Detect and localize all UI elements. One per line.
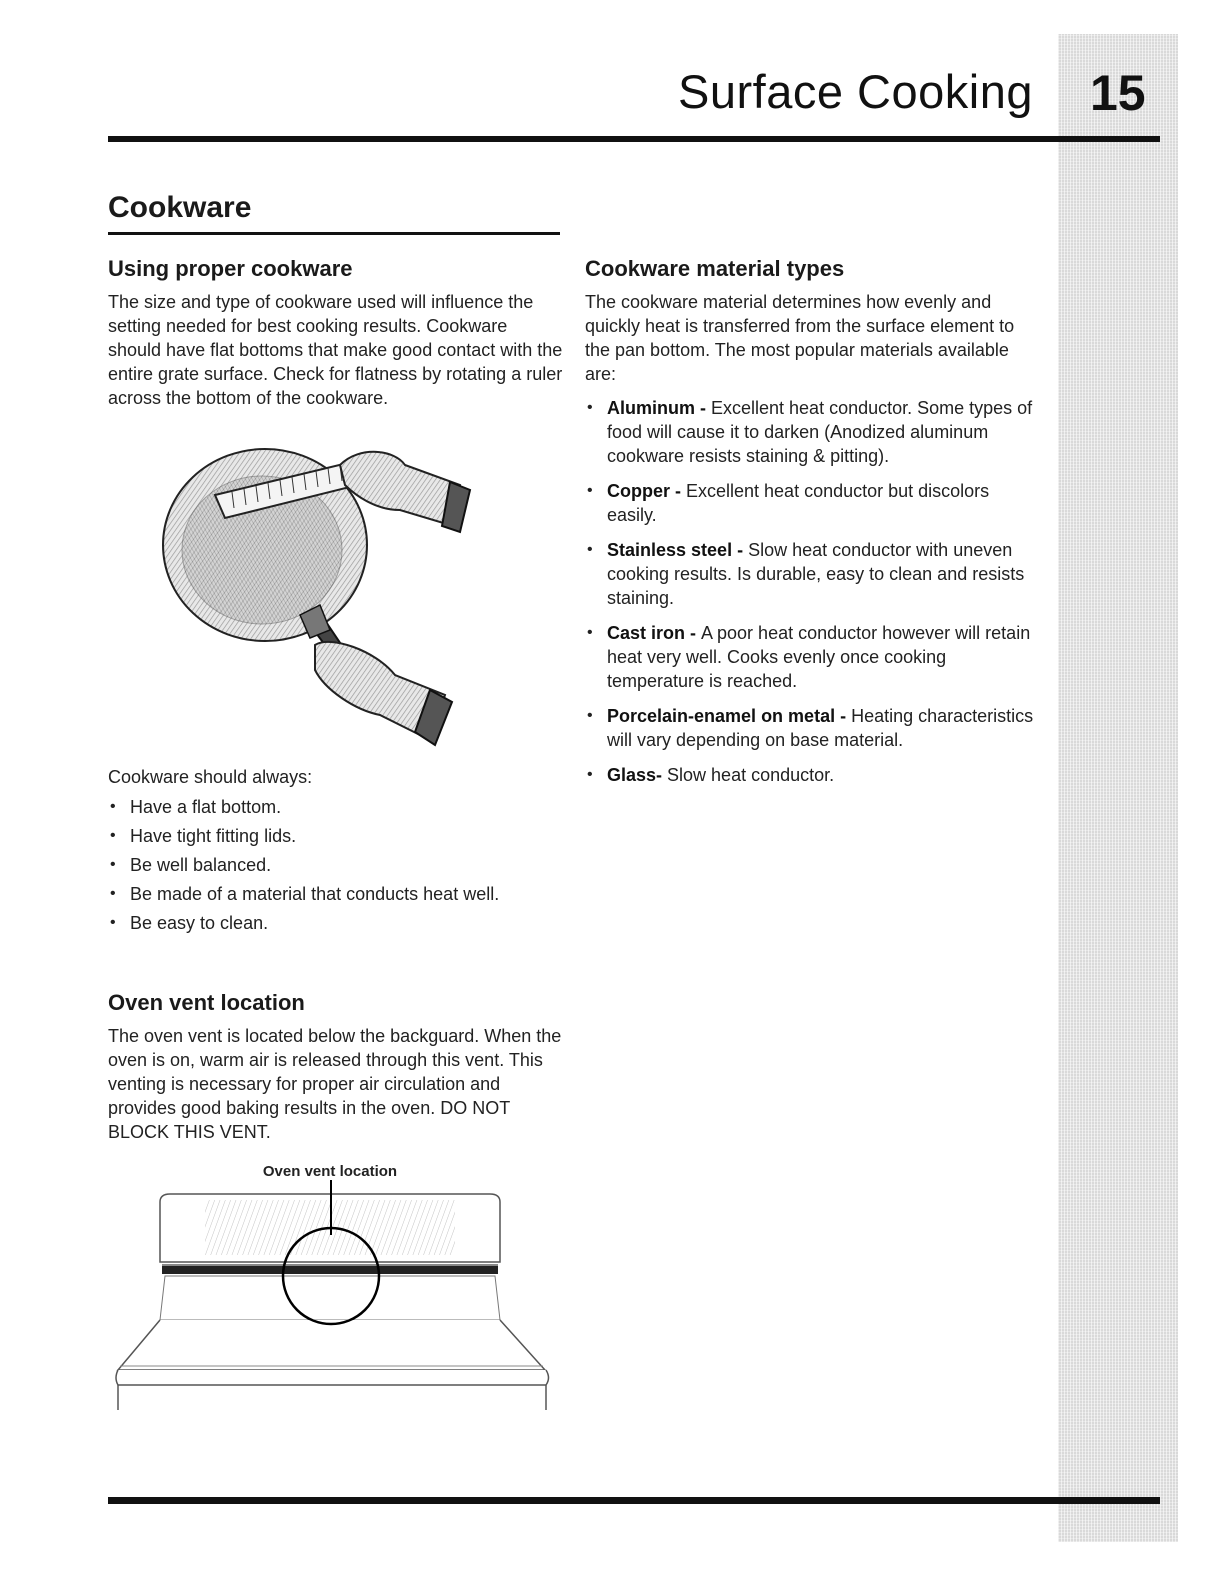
list-item: • Be well balanced. xyxy=(108,853,563,877)
material-desc: Slow heat conductor. xyxy=(667,765,835,785)
material-item-copper xyxy=(585,479,1040,527)
material-item-stainless-steel xyxy=(585,538,1040,610)
material-item-glass xyxy=(585,763,1040,787)
list-item: • Have tight fitting lids. xyxy=(108,824,563,848)
material-desc: Excellent heat conductor but discolors easily. xyxy=(607,481,990,525)
materials-section xyxy=(585,256,1040,798)
oven-vent-heading: Oven vent location xyxy=(108,990,305,1015)
material-name: Glass- xyxy=(607,765,668,785)
materials-intro: The cookware material determines how evenly and quickly heat is transferred from the surface element to the pan bottom. The most popular materials available are: xyxy=(585,292,1015,384)
material-desc: A poor heat conductor however will retain heat very well. Cooks evenly once cooking temperature is reached. xyxy=(607,623,1031,691)
oven-vent-body: The oven vent is located below the backguard. When the oven is on, warm air is released through this vent. This venting is necessary for proper air circulation and provides good baking results in the oven. DO NOT BLOCK THIS VENT. xyxy=(108,1026,562,1142)
footer-rule xyxy=(108,1497,1160,1504)
list-item: • Have a flat bottom. xyxy=(108,795,563,819)
oven-vent-section xyxy=(108,990,563,1144)
material-item-porcelain-enamel xyxy=(585,704,1040,752)
header-rule xyxy=(108,136,1160,142)
page-number: 15 xyxy=(1090,65,1146,121)
materials-list xyxy=(585,396,1040,787)
pan-ruler-illustration xyxy=(160,440,480,755)
section-title: Cookware xyxy=(108,191,252,224)
page-tab-strip xyxy=(1058,34,1178,1542)
cookware-always-block xyxy=(108,765,563,940)
material-name: Copper - xyxy=(607,481,686,501)
material-item-cast-iron xyxy=(585,621,1040,693)
material-desc: Excellent heat conductor. Some types of food will cause it to darken (Anodized aluminum cookware resists staining & pitting). xyxy=(607,398,1033,466)
material-item-aluminum xyxy=(585,396,1040,468)
list-item: • Be easy to clean. xyxy=(108,911,563,935)
material-desc: Heating characteristics will vary depending on base material. xyxy=(607,706,1034,750)
material-name: Aluminum - xyxy=(607,398,711,418)
material-desc: Slow heat conductor with uneven cooking results. Is durable, easy to clean and resists staining. xyxy=(607,540,1025,608)
oven-vent-illustration xyxy=(110,1180,555,1410)
always-list xyxy=(108,795,563,935)
list-item: • Be made of a material that conducts heat well. xyxy=(108,882,563,906)
material-name: Cast iron - xyxy=(607,623,702,643)
always-intro: Cookware should always: xyxy=(108,767,313,787)
page-header-title: Surface Cooking xyxy=(678,65,1033,118)
proper-cookware-section xyxy=(108,256,563,410)
proper-cookware-heading: Using proper cookware xyxy=(108,256,353,281)
oven-vent-caption: Oven vent location xyxy=(262,1163,398,1180)
material-name: Stainless steel - xyxy=(607,540,749,560)
proper-cookware-body: The size and type of cookware used will influence the setting needed for best cooking results. Cookware should have flat bottoms that make good contact with the entire grate surface. Check for flatness by rotating a ruler across the bottom of the cookware. xyxy=(108,292,563,408)
material-name: Porcelain-enamel on metal - xyxy=(607,706,852,726)
materials-heading: Cookware material types xyxy=(585,256,845,281)
section-title-rule xyxy=(108,232,560,235)
